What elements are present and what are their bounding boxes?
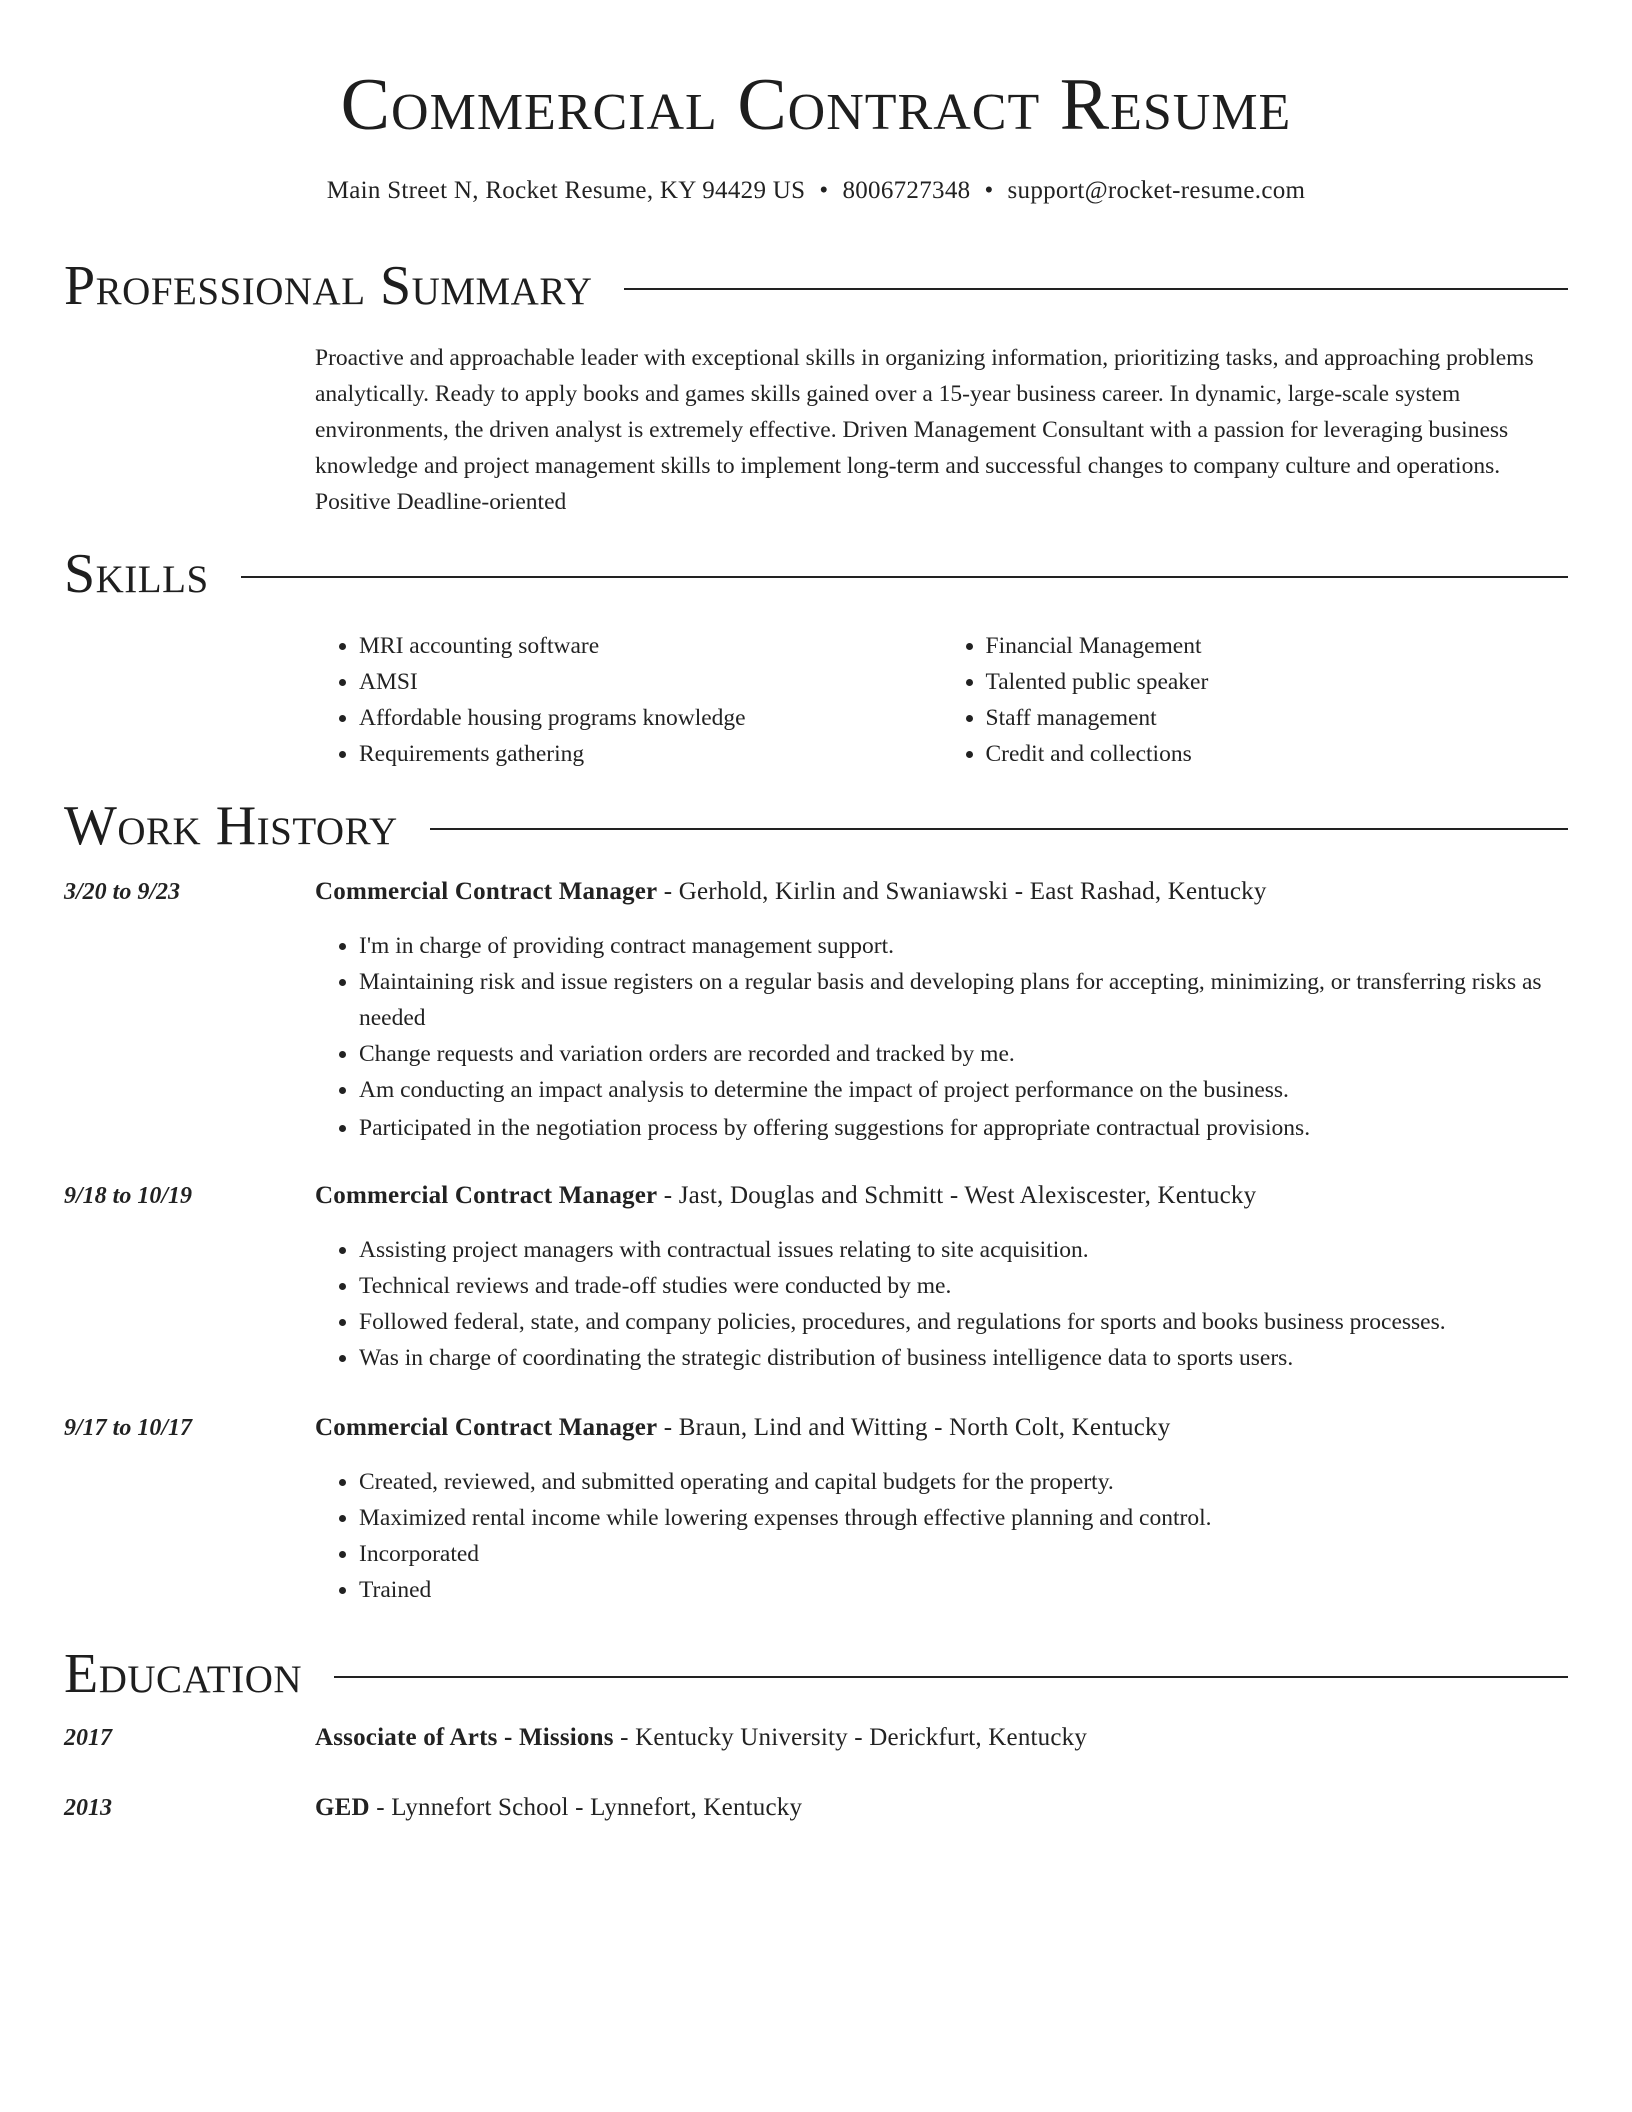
education-details: - Lynnefort School - Lynnefort, Kentucky [369,1794,803,1821]
contact-separator: • [819,177,829,204]
job-bullet: • Was in charge of coordinating the strategic distribution of business intelligence data to sports users. [359,1340,1568,1376]
skills-list [315,628,1568,772]
section-divider [241,576,1568,578]
job-bullet: • Change requests and variation orders are recorded and tracked by me. [359,1036,1568,1072]
job-bullet: • Incorporated [359,1536,1568,1572]
job-title: Commercial Contract Manager [315,878,658,905]
section-divider [334,1676,1568,1678]
job-bullet: • Trained [359,1572,1568,1608]
job-bullets [315,928,1568,1146]
education-year: 2017 [64,1725,112,1751]
job-bullets [315,1464,1568,1608]
job-role-line [315,1410,1170,1446]
summary-text: Proactive and approachable leader with exceptional skills in organizing information, prioritizing tasks, and approaching problems analytically. Ready to apply books and games skills gained over a 15-year business career. In dynamic, large-scale system environments, the driven analyst is extremely effective. Driven Management Consultant with a passion for leveraging business knowledge and project management skills to implement long-term and successful changes to company culture and operations. Positive Deadline-oriented [315,345,1534,515]
skills-section-header [64,542,1568,606]
resume-name: Commercial Contract Resume [340,64,1292,146]
skill-item: • Credit and collections [986,736,1569,772]
contact-email: support@rocket-resume.com [1007,177,1306,204]
skill-item: • Staff management [986,700,1569,736]
summary-heading: Professional Summary [64,255,593,317]
job-bullet: • Am conducting an impact analysis to determine the impact of project performance on the business. [359,1072,1568,1108]
section-divider [624,288,1568,290]
job-bullet: • Followed federal, state, and company policies, procedures, and regulations for sports and books business processes. [359,1304,1568,1340]
education-section-header [64,1642,1568,1706]
skill-item: • AMSI [359,664,942,700]
job-bullets [315,1232,1568,1376]
job-details: - Braun, Lind and Witting - North Colt, Kentucky [657,1414,1171,1441]
skill-item: • MRI accounting software [359,628,942,664]
education-degree: GED [315,1794,370,1821]
contact-phone: 8006727348 [842,177,971,204]
education-line [315,1720,1087,1756]
job-bullet: • Maximized rental income while lowering expenses through effective planning and control. [359,1500,1568,1536]
section-divider [430,828,1568,830]
job-bullet: • Created, reviewed, and submitted operating and capital budgets for the property. [359,1464,1568,1500]
education-line [315,1790,802,1826]
skill-item: • Talented public speaker [986,664,1569,700]
job-role-line [315,874,1267,910]
job-bullet: • Maintaining risk and issue registers on a regular basis and developing plans for accepting, minimizing, or transferring risks as needed [359,964,1568,1036]
job-dates: 9/17 to 10/17 [64,1415,193,1441]
job-details: - Jast, Douglas and Schmitt - West Alexiscester, Kentucky [657,1182,1257,1209]
summary-section-header [64,254,1568,318]
skills-heading: Skills [64,543,209,605]
job-title: Commercial Contract Manager [315,1182,658,1209]
job-bullet: • Technical reviews and trade-off studies were conducted by me. [359,1268,1568,1304]
job-bullet: • Participated in the negotiation process by offering suggestions for appropriate contractual provisions. [359,1110,1568,1146]
skills-column-left [315,628,942,772]
job-title: Commercial Contract Manager [315,1414,658,1441]
skills-column-right [942,628,1569,772]
contact-address: Main Street N, Rocket Resume, KY 94429 US [326,177,806,204]
education-heading: Education [64,1643,303,1705]
job-bullet: • I'm in charge of providing contract management support. [359,928,1568,964]
contact-separator: • [984,177,994,204]
job-details: - Gerhold, Kirlin and Swaniawski - East Rashad, Kentucky [657,878,1267,905]
job-dates: 9/18 to 10/19 [64,1183,193,1209]
work-heading: Work History [64,795,398,857]
contact-line [64,176,1568,206]
skill-item: • Affordable housing programs knowledge [359,700,942,736]
education-degree: Associate of Arts - Missions [315,1724,614,1751]
education-year: 2013 [64,1795,112,1821]
job-bullet: • Assisting project managers with contractual issues relating to site acquisition. [359,1232,1568,1268]
job-role-line [315,1178,1256,1214]
education-details: - Kentucky University - Derickfurt, Kentucky [613,1724,1088,1751]
work-section-header [64,794,1568,858]
skill-item: • Financial Management [986,628,1569,664]
job-dates: 3/20 to 9/23 [64,879,181,905]
skill-item: • Requirements gathering [359,736,942,772]
